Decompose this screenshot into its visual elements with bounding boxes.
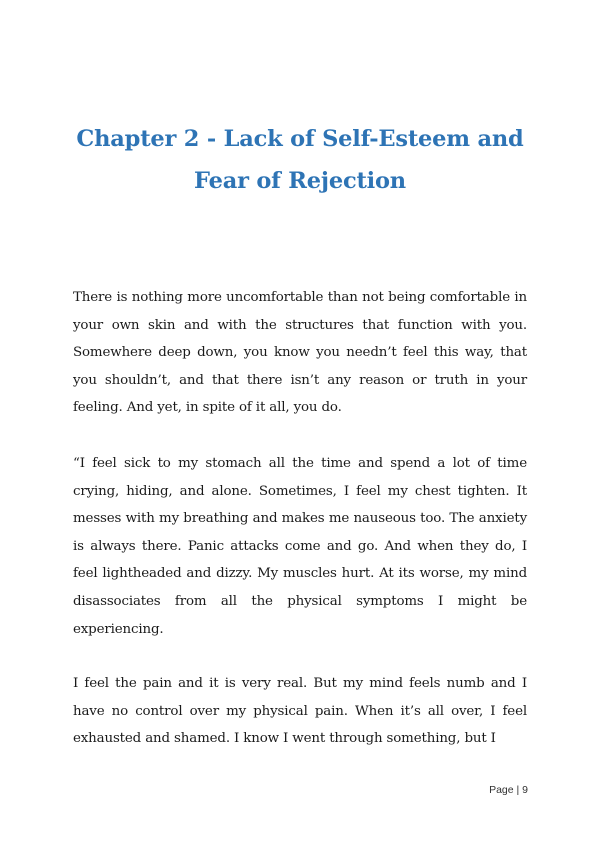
chapter-title-line-1: Chapter 2 - Lack of Self-Esteem and	[76, 126, 524, 152]
body-paragraph-2: “I feel sick to my stomach all the time and spend a lot of time crying, hiding, and alone. Sometimes, I feel my chest tighten. It messes with my breathing and makes me nauseous too. The anxiety is always there. Panic attacks come and go. And when they do, I feel lightheaded and dizzy. My muscles hurt. At its worse, my mind disassociates from all the physical symptoms I might be experiencing.	[73, 456, 527, 637]
body-paragraph-3: I feel the pain and it is very real. But my mind feels numb and I have no control over my physical pain. When it’s all over, I feel exhausted and shamed. I know I went through something, but I	[73, 676, 527, 747]
chapter-title	[60, 118, 540, 202]
body-paragraph-1: There is nothing more uncomfortable than not being comfortable in your own skin and with the structures that function with you. Somewhere deep down, you know you needn’t feel this way, that you shouldn’t, and that there isn’t any reason or truth in your feeling. And yet, in spite of it all, you do.	[73, 290, 527, 416]
chapter-title-line-2: Fear of Rejection	[194, 168, 406, 194]
page-number-footer: Page | 9	[489, 784, 528, 796]
